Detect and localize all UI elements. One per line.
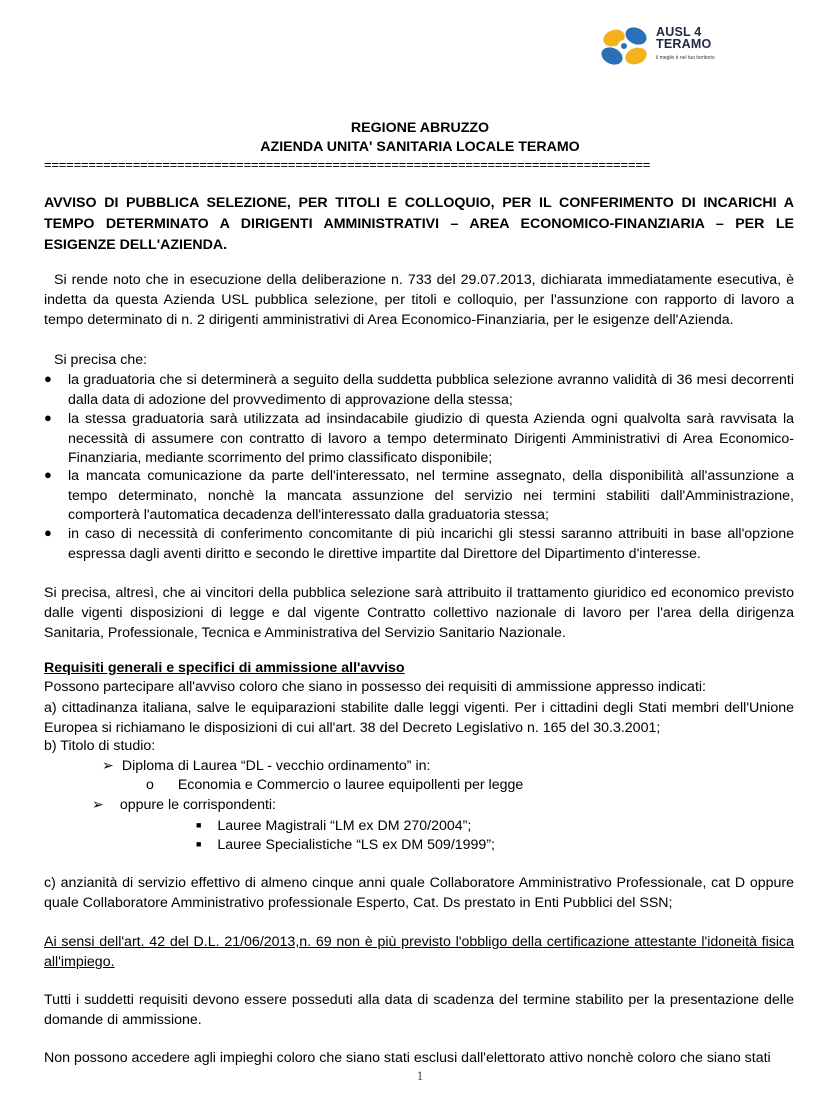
ls-text: Lauree Specialistiche “LS ex DM 509/1999”; <box>217 837 495 853</box>
ausl-logo <box>598 24 738 70</box>
economia-item <box>146 775 523 795</box>
list-item-text: la stessa graduatoria sarà utilizzata ad insindacabile giudizio di questa Azienda ogni qualvolta sarà ravvisata la necessità di assumere con contratto di lavoro a tempo determinato Dirigenti Amministrativi di Area Economico-Finanziaria, mediante scorrimento del primo classificato disponibile; <box>68 411 794 466</box>
circle-bullet-icon: o <box>146 777 154 793</box>
bullet-icon: ● <box>44 467 52 482</box>
page-number: 1 <box>416 1068 424 1083</box>
ls-item <box>196 834 495 855</box>
logo-line2: TERAMO <box>656 37 712 51</box>
document-title: AVVISO DI PUBBLICA SELEZIONE, PER TITOLI E COLLOQUIO, PER IL CONFERIMENTO DI INCARICHI A TEMPO DETERMINATO A DIRIGENTI AMMINISTRATIVI – AREA ECONOMICO-FINANZIARIA – PER LE ESIGENZE DELL'AZIENDA. <box>44 195 794 253</box>
bullet-icon: ● <box>44 371 52 386</box>
requisito-c: c) anzianità di servizio effettivo di almeno cinque anni quale Collaboratore Amministrativo Professionale, cat D oppure quale Collaboratore Amministrativo professionale Esperto, Cat. Ds prestato in Enti Pubblici del SSN; <box>44 875 794 911</box>
list-item-text: la graduatoria che si determinerà a seguito della suddetta pubblica selezione avranno validità di 36 mesi decorrenti dalla data di adozione del provvedimento di approvazione della stessa; <box>68 372 794 408</box>
square-bullet-icon: ■ <box>196 820 202 830</box>
arrow-bullet-icon: ➢ <box>102 758 114 774</box>
separator-line: ================================================================================== <box>44 157 651 172</box>
requisito-a: a) cittadinanza italiana, salve le equiparazioni stabilite dalle leggi vigenti. Per i cittadini degli Stati membri dell'Unione Europea si richiamano le disposizioni di cui all'art. 38 del Decreto Legislativo n. 165 del 30.3.2001; <box>44 700 794 736</box>
dl-notice: Ai sensi dell'art. 42 del D.L. 21/06/2013,n. 69 non è più previsto l'obbligo della certificazione attestante l'idoneità fisica all'impiego. <box>44 934 794 970</box>
bullet-icon: ● <box>44 525 52 540</box>
economia-text: Economia e Commercio o lauree equipollenti per legge <box>177 777 524 793</box>
bullet-icon: ● <box>44 410 52 425</box>
requisito-b: b) Titolo di studio: <box>44 738 156 754</box>
arrow-bullet-icon: ➢ <box>92 797 104 813</box>
logo-name <box>656 26 711 50</box>
requisiti-lead: Possono partecipare all'avviso coloro che siano in possesso dei requisiti di ammissione appresso indicati: <box>44 679 706 695</box>
tutti-paragraph: Tutti i suddetti requisiti devono essere posseduti alla data di scadenza del termine stabilito per la presentazione delle domande di ammissione. <box>44 992 794 1028</box>
lm-item <box>196 815 471 836</box>
diploma-text: Diploma di Laurea “DL - vecchio ordinamento” in: <box>121 758 431 774</box>
logo-tagline: il meglio è nel tuo territorio <box>656 55 715 61</box>
non-possono-paragraph: Non possono accedere agli impieghi coloro che siano stati esclusi dall'elettorato attivo nonchè coloro che siano stati <box>44 1050 771 1066</box>
logo-line1: AUSL 4 <box>656 25 702 39</box>
oppure-item <box>92 795 276 815</box>
precisa-lead: Si precisa che: <box>54 352 148 368</box>
requisiti-heading: Requisiti generali e specifici di ammissione all'avviso <box>44 660 405 676</box>
intro-paragraph: Si rende noto che in esecuzione della deliberazione n. 733 del 29.07.2013, dichiarata immediatamente esecutiva, è indetta da questa Azienda USL pubblica selezione, per titoli e colloquio, per l'assunzione con rapporto di lavoro a tempo determinato di n. 2 dirigenti amministrativi di Area Economico-Finanziaria, per le esigenze dell'Azienda. <box>44 272 794 328</box>
oppure-text: oppure le corrispondenti: <box>119 797 277 813</box>
pinwheel-logo-icon <box>598 24 654 70</box>
list-item-text: in caso di necessità di conferimento concomitante di più incarichi gli stessi saranno attribuiti in base all'opzione espressa dagli aventi diritto e secondo le direttive impartite dal Direttore del Dipartimento d'interesse. <box>68 526 794 562</box>
altresi-paragraph: Si precisa, altresì, che ai vincitori della pubblica selezione sarà attribuito il trattamento giuridico ed economico previsto dalle vigenti disposizioni di legge e dal vigente Contratto collettivo nazionale di lavoro per l'area della dirigenza Sanitaria, Professionale, Tecnica e Amministrativa del Servizio Sanitario Nazionale. <box>44 585 794 641</box>
region-heading: REGIONE ABRUZZO <box>350 120 490 136</box>
lm-text: Lauree Magistrali “LM ex DM 270/2004”; <box>217 818 472 834</box>
square-bullet-icon: ■ <box>196 839 202 849</box>
list-item-text: la mancata comunicazione da parte dell'interessato, nel termine assegnato, della disponibilità all'assunzione a tempo determinato, nonchè la mancata assunzione del servizio nei termini stabiliti dall'Amministrazione, comporterà l'automatica decadenza dell'interessato dalla graduatoria stessa; <box>68 468 794 523</box>
azienda-heading: AZIENDA UNITA' SANITARIA LOCALE TERAMO <box>260 139 580 155</box>
diploma-item <box>102 756 430 776</box>
